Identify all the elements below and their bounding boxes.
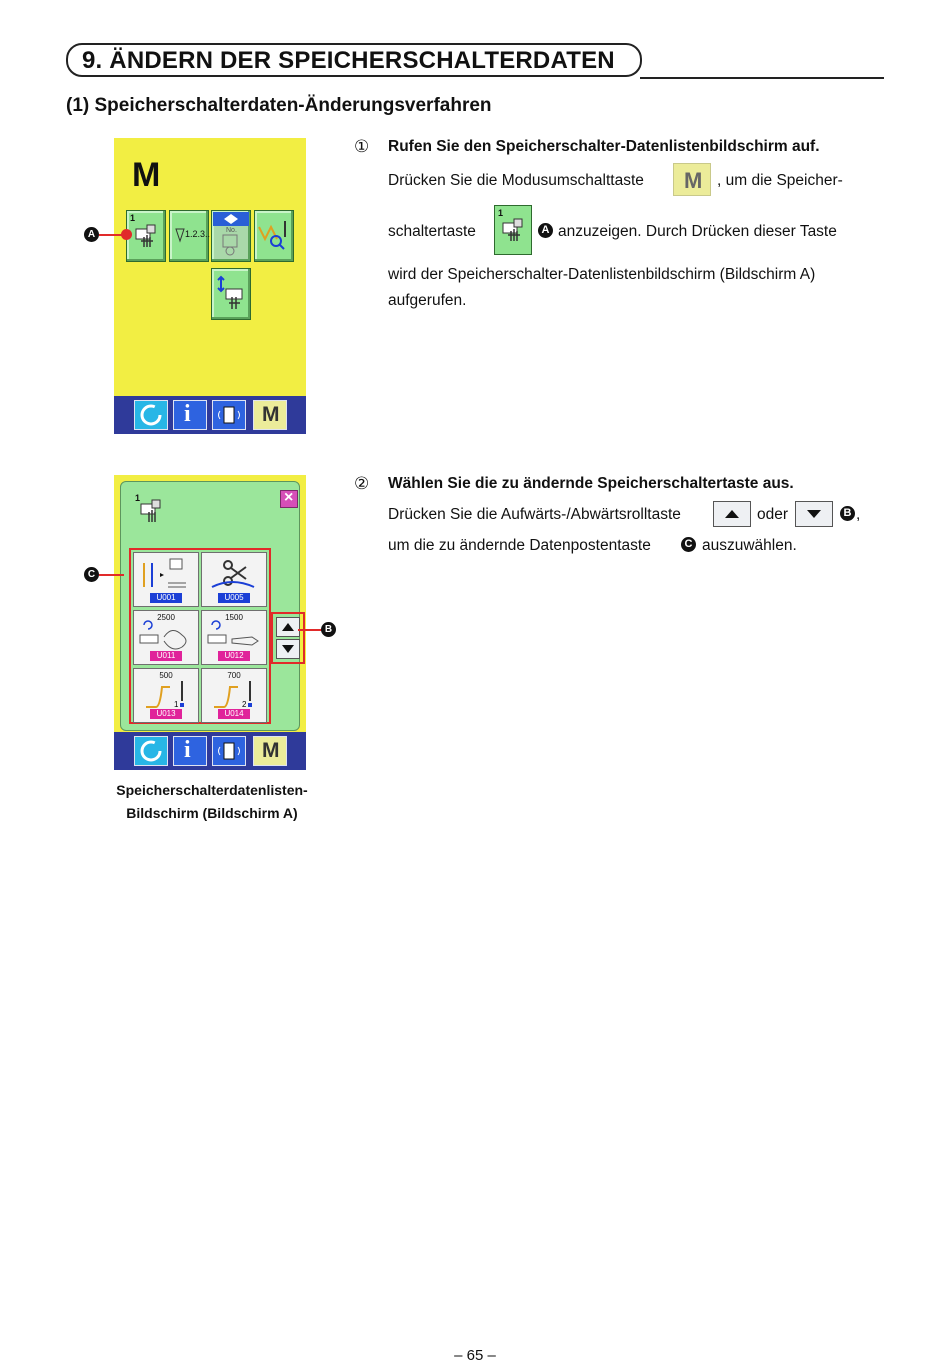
item-tag: U013 xyxy=(150,709,182,719)
callout-a: A xyxy=(84,227,99,242)
data-item-grid-frame xyxy=(129,548,271,724)
ready-icon xyxy=(135,401,167,429)
step2-line1a: Drücken Sie die Aufwärts-/Abwärtsrolltaste xyxy=(388,506,681,523)
memory-switch-list-panel xyxy=(114,475,306,770)
arrow-up-icon xyxy=(277,618,299,636)
mode-icon: M xyxy=(262,403,280,426)
data-item-u005-button[interactable] xyxy=(201,552,267,607)
thread-trimmer-icon xyxy=(202,555,266,595)
bottom-bar xyxy=(114,732,306,770)
mode-screen-panel xyxy=(114,138,306,434)
step1-line1b: , um die Speicher- xyxy=(717,172,843,189)
mode-letter: M xyxy=(132,156,161,194)
arrow-down-icon xyxy=(796,502,832,526)
svg-text:1: 1 xyxy=(174,700,179,709)
item-tag: U001 xyxy=(150,593,182,603)
magnifier-icon xyxy=(255,211,293,261)
screen-a: 1 × U001 U005 2500 U011 1500 U012 500 1 U013 700 2 U014 xyxy=(120,481,300,731)
ready-icon xyxy=(135,737,167,765)
callout-c-inline: C xyxy=(681,537,696,552)
data-item-u012-button[interactable] xyxy=(201,610,267,665)
close-button[interactable] xyxy=(280,490,298,508)
callout-b: B xyxy=(321,622,336,637)
arrow-down-icon xyxy=(277,640,299,658)
memory-switch-icon xyxy=(137,494,171,524)
callout-c-line xyxy=(99,574,124,576)
presser-adjust-button[interactable] xyxy=(211,268,251,320)
step1-line3: wird der Speicherschalter-Datenlistenbildschirm (Bildschirm A) xyxy=(388,266,816,283)
communication-button[interactable] xyxy=(212,400,246,430)
search-check-button[interactable] xyxy=(254,210,294,262)
pattern-number-button[interactable]: No. xyxy=(211,210,251,262)
section-title: (1) Speicherschalterdaten-Änderungsverfahren xyxy=(66,95,492,116)
item-value: 500 xyxy=(159,671,173,680)
info-icon: i xyxy=(184,737,191,763)
data-item-u014-button[interactable] xyxy=(201,668,267,723)
step1-line4: aufgerufen. xyxy=(388,292,467,309)
data-item-u001-button[interactable] xyxy=(133,552,199,607)
svg-text:2: 2 xyxy=(242,700,247,709)
data-item-u013-button[interactable] xyxy=(133,668,199,723)
item-value: 1500 xyxy=(225,613,243,622)
counter-button[interactable]: 1.2.3.. xyxy=(169,210,209,262)
scroll-down-key-inline xyxy=(795,501,833,527)
step2-line2a: um die zu ändernde Datenpostentaste xyxy=(388,537,651,554)
step2-line1b: oder xyxy=(757,506,789,523)
bottom-bar xyxy=(114,396,306,434)
item-value: 2500 xyxy=(157,613,175,622)
info-icon: i xyxy=(184,401,191,427)
chapter-rule xyxy=(640,77,884,79)
item-tag: U005 xyxy=(218,593,250,603)
communication-icon xyxy=(213,737,245,765)
callout-c: C xyxy=(84,567,99,582)
step2-heading: Wählen Sie die zu ändernde Speicherschaltertaste aus. xyxy=(388,475,794,492)
presser-icon xyxy=(212,269,250,319)
communication-button[interactable] xyxy=(212,736,246,766)
item-tag: U012 xyxy=(218,651,250,661)
page-number: – 65 – xyxy=(454,1347,496,1364)
memory-switch-button[interactable]: 1 xyxy=(126,210,166,262)
pattern-number-icon xyxy=(212,211,250,261)
thread-tension-icon xyxy=(134,555,198,595)
step1-number: ① xyxy=(354,137,370,156)
chapter-title: 9. ÄNDERN DER SPEICHERSCHALTERDATEN xyxy=(82,47,615,74)
step1-line2b: anzuzeigen. Durch Drücken dieser Taste xyxy=(558,223,837,240)
ready-button[interactable] xyxy=(134,736,168,766)
callout-a-inline: A xyxy=(538,223,553,238)
step2-line1c: , xyxy=(856,506,861,523)
mode-button[interactable] xyxy=(253,400,287,430)
mode-key-letter: M xyxy=(684,168,703,193)
step2-line2b: auszuwählen. xyxy=(702,537,797,554)
close-icon: × xyxy=(284,489,294,506)
figure-caption-line1: Speicherschalterdatenlisten- xyxy=(116,782,308,798)
step2-number: ② xyxy=(354,474,370,493)
information-button[interactable] xyxy=(173,400,207,430)
memory-switch-icon xyxy=(127,211,165,261)
mode-icon: M xyxy=(262,739,280,762)
scroll-down-button[interactable] xyxy=(276,639,300,659)
mode-button[interactable] xyxy=(253,736,287,766)
step1-heading: Rufen Sie den Speicherschalter-Datenlistenbildschirm auf. xyxy=(388,138,820,155)
memory-switch-icon xyxy=(495,206,531,254)
data-item-u011-button[interactable] xyxy=(133,610,199,665)
step1-line1a: Drücken Sie die Modusumschalttaste xyxy=(388,172,644,189)
callout-b-inline: B xyxy=(840,506,855,521)
ready-button[interactable] xyxy=(134,400,168,430)
memory-switch-key-inline: 1 xyxy=(494,205,532,255)
item-value: 700 xyxy=(227,671,241,680)
information-button[interactable] xyxy=(173,736,207,766)
step1-line2a: schaltertaste xyxy=(388,223,476,240)
item-tag: U014 xyxy=(218,709,250,719)
scroll-up-key-inline xyxy=(713,501,751,527)
scroll-buttons-frame xyxy=(271,612,305,664)
figure-caption-line2: Bildschirm (Bildschirm A) xyxy=(126,805,298,821)
mode-key-inline xyxy=(673,163,711,196)
arrow-up-icon xyxy=(714,502,750,526)
callout-b-line xyxy=(298,629,322,631)
item-tag: U011 xyxy=(150,651,182,661)
scroll-up-button[interactable] xyxy=(276,617,300,637)
communication-icon xyxy=(213,401,245,429)
callout-a-marker xyxy=(121,229,132,240)
